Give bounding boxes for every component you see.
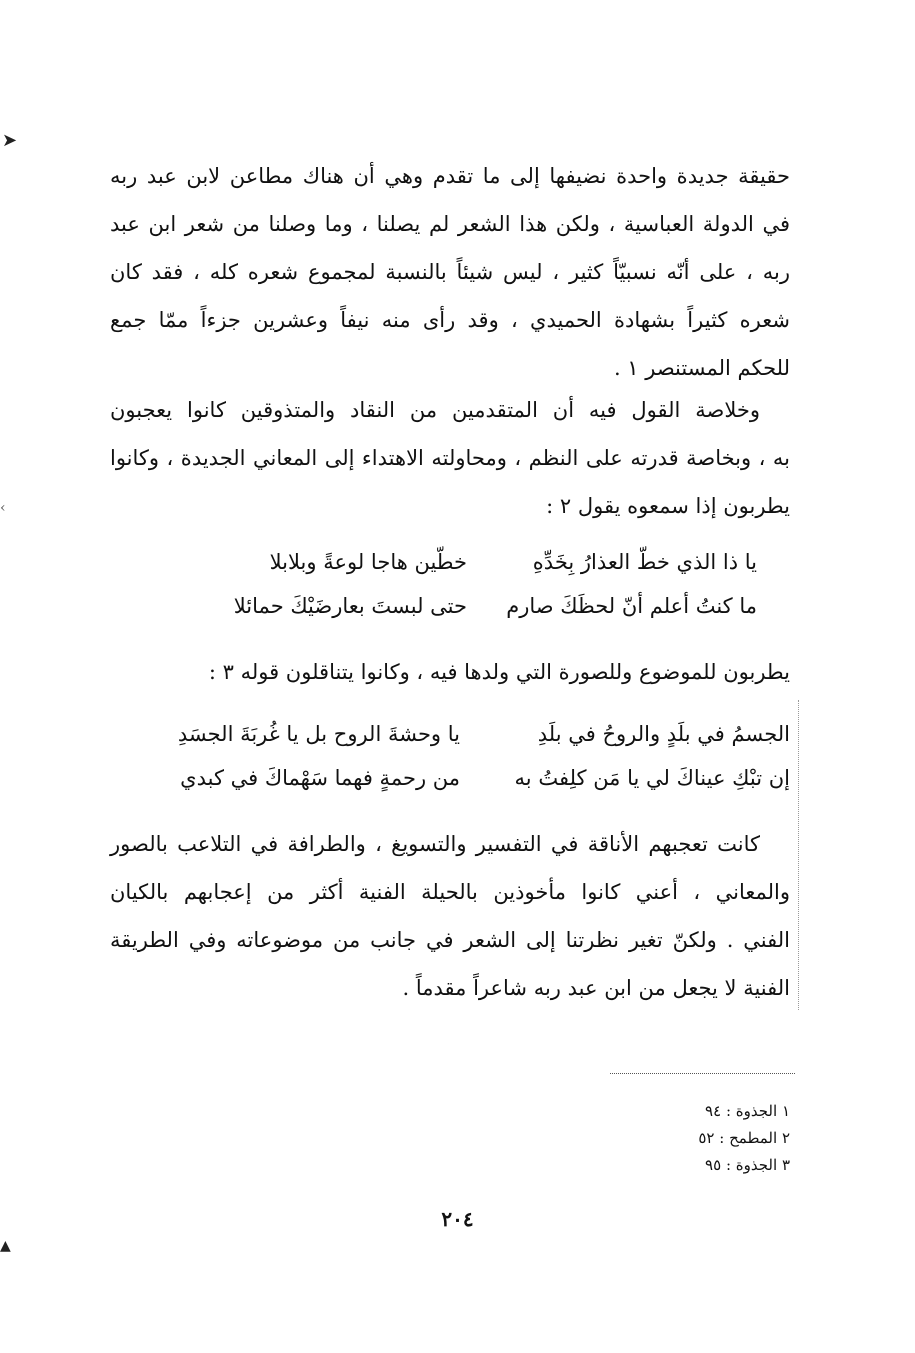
text-line: الفنية لا يجعل من ابن عبد ربه شاعراً مقدماً . <box>402 976 790 1000</box>
text-line: الفني . ولكنّ تغير نظرتنا إلى الشعر في جانب من موضوعاته وفي الطريقة <box>110 928 790 952</box>
verse-second-hemistich: حتى لبستَ بعارضَيْكَ حمائلا <box>233 594 467 618</box>
margin-rule <box>798 700 799 1010</box>
verse <box>110 756 790 800</box>
text-line: كانت تعجبهم الأناقة في التفسير والتسويغ ، والطرافة في التلاعب بالصور <box>110 832 760 856</box>
text-line: ربه ، على أنّه نسبيّاً كثير ، ليس شيئاً بالنسبة لمجموع شعره كله ، فقد كان <box>110 260 790 284</box>
text-line: والمعاني ، أعني كانوا مأخوذين بالحيلة الفنية أكثر من إعجابهم بالكيان <box>110 880 790 904</box>
verse <box>110 712 790 756</box>
verse <box>157 540 757 584</box>
footnotes <box>590 1098 790 1179</box>
verse-first-hemistich: الجسمُ في بلَدٍ والروحُ في بلَدِ <box>537 722 790 746</box>
verse <box>157 584 757 628</box>
text-line: به ، وبخاصة قدرته على النظم ، ومحاولته الاهتداء إلى المعاني الجديدة ، وكانوا <box>110 446 790 470</box>
margin-mark: ‹ <box>0 500 6 516</box>
text-line: في الدولة العباسية ، ولكن هذا الشعر لم يصلنا ، وما وصلنا من شعر ابن عبد <box>110 212 790 236</box>
page-number: ٢٠٤ <box>441 1207 474 1231</box>
text-line: للحكم المستنصر ١ . <box>613 356 790 380</box>
margin-mark: ➤ <box>2 130 18 151</box>
paragraph-4 <box>110 820 790 1012</box>
paragraph-3 <box>110 648 790 696</box>
text-line: حقيقة جديدة واحدة نضيفها إلى ما تقدم وهي أن هناك مطاعن لابن عبد ربه <box>110 164 790 188</box>
footnote: ٣ الجذوة : ٩٥ <box>705 1156 790 1174</box>
verse-first-hemistich: ما كنتُ أعلم أنّ لحظَكَ صارم <box>506 594 757 618</box>
verse-first-hemistich: يا ذا الذي خطّ العذارُ بِخَدِّهِ <box>532 550 757 574</box>
text-line: يطربون إذا سمعوه يقول ٢ : <box>546 494 790 518</box>
poem-2 <box>110 712 790 800</box>
paragraph-1 <box>110 152 790 392</box>
verse-first-hemistich: إن تبْكِ عيناكَ لي يا مَن كلِفتُ به <box>514 766 790 790</box>
text-line: شعره كثيراً بشهادة الحميدي ، وقد رأى منه نيفاً وعشرين جزءاً ممّا جمع <box>110 308 790 332</box>
text-line: يطربون للموضوع وللصورة التي ولدها فيه ، وكانوا يتناقلون قوله ٣ : <box>208 660 790 684</box>
poem-1 <box>157 540 757 628</box>
footnote-divider <box>610 1073 795 1074</box>
verse-second-hemistich: يا وحشةَ الروح بل يا غُربَةَ الجسَدِ <box>177 722 460 746</box>
text-line: وخلاصة القول فيه أن المتقدمين من النقاد والمتذوقين كانوا يعجبون <box>110 398 760 422</box>
footnote: ١ الجذوة : ٩٤ <box>705 1102 790 1120</box>
verse-second-hemistich: خطّين هاجا لوعةً وبلابلا <box>269 550 467 574</box>
footnote: ٢ المطمح : ٥٢ <box>698 1129 790 1147</box>
verse-second-hemistich: من رحمةٍ فهما سَهْماكَ في كبدي <box>180 766 460 790</box>
paragraph-2 <box>110 386 790 530</box>
margin-mark: ▲ <box>0 1238 11 1254</box>
